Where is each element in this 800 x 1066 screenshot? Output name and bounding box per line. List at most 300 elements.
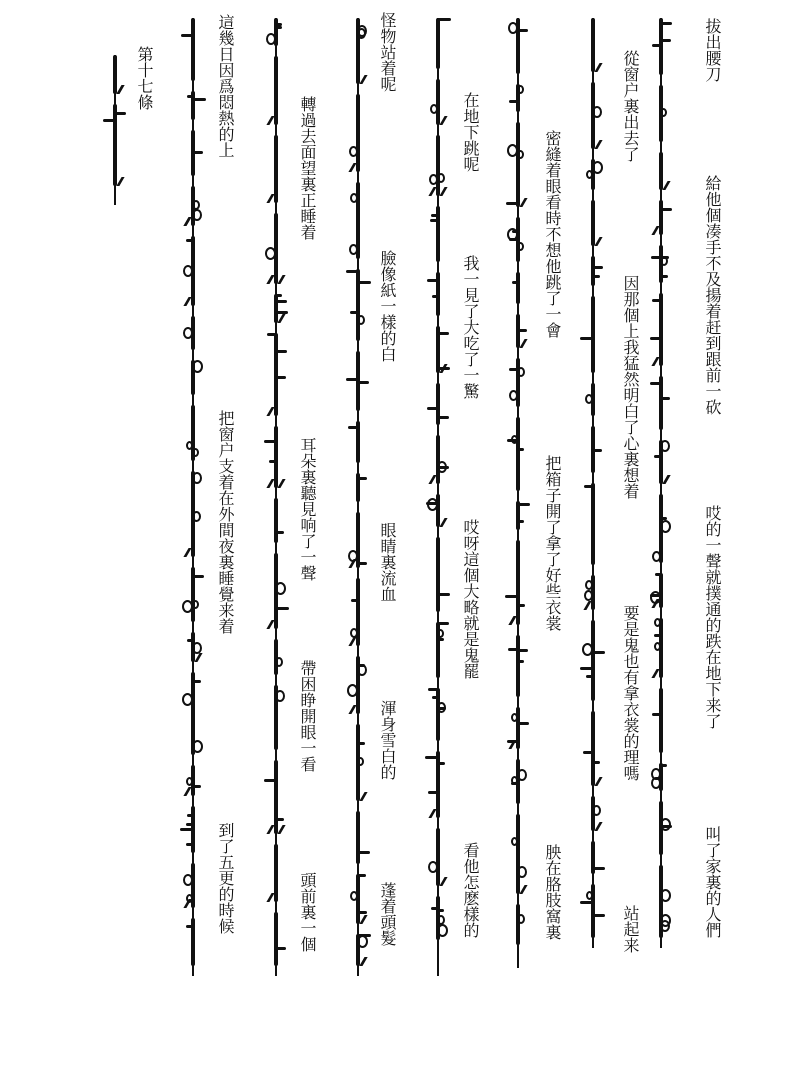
script-stroke [438,707,446,710]
mongolian-script-word [345,94,371,172]
mongolian-script-word [263,760,289,834]
script-stroke [191,18,195,81]
script-stroke [436,18,440,69]
script-stroke [511,713,518,722]
script-stroke [438,18,451,21]
script-stroke [187,814,193,817]
script-stroke [348,426,358,429]
script-stroke [349,146,358,157]
script-stroke [436,79,440,125]
script-stroke [427,498,438,511]
mongolian-script-word [180,236,206,306]
chinese-line: 這幾日因爲悶熱的上 [216,14,235,158]
chinese-line: 叫了家裏的人們 [703,826,722,938]
script-stroke [506,202,518,205]
script-stroke [428,688,438,691]
script-stroke [507,740,518,743]
mongolian-script-word [505,417,531,491]
script-stroke [654,618,661,627]
mongolian-script-word [580,296,606,373]
mongolian-script-word [345,351,371,411]
mongolian-script-column-5 [345,18,371,976]
script-stroke [193,785,201,788]
script-stroke [276,350,287,353]
mongolian-script-word [648,293,674,366]
script-stroke [431,214,438,217]
mongolian-script-word [580,884,606,938]
mongolian-script-word [102,55,128,94]
mongolian-script-word [580,483,606,565]
mongolian-script-word [648,440,674,484]
script-stroke [180,828,193,831]
chinese-line: 眼睛裏流血 [378,522,397,602]
mongolian-script-word [180,405,206,461]
script-stroke [516,540,520,625]
script-stroke [518,329,527,332]
script-stroke [358,477,367,480]
chinese-line: 把窗户支着在外間夜裏睡覺来着 [216,410,235,634]
mongolian-script-word [505,814,531,894]
mongolian-script-word [505,904,531,945]
mongolian-script-word [180,806,206,853]
mongolian-script-word [345,18,371,84]
script-stroke [660,256,668,266]
script-stroke [592,805,601,816]
script-stroke [593,914,605,917]
script-stroke [582,643,593,656]
mongolian-script-word [425,272,451,316]
mongolian-script-word [345,934,371,966]
script-stroke [183,874,193,886]
mongolian-script-word [580,159,606,190]
script-stroke [660,108,667,117]
script-stroke [584,485,593,488]
script-stroke [437,924,448,937]
script-stroke [591,483,595,565]
script-stroke [505,595,518,598]
script-stroke [519,339,527,348]
script-stroke [274,498,278,543]
mongolian-script-word [180,186,206,226]
script-stroke [276,26,282,29]
script-stroke [438,416,449,419]
script-stroke [436,828,440,886]
script-stroke [594,777,602,786]
script-stroke [512,782,518,785]
script-stroke [116,85,124,94]
mongolian-script-column-4 [425,18,451,976]
mongolian-script-word [505,358,531,407]
script-stroke [652,44,661,47]
script-stroke [594,63,602,72]
script-stroke [593,266,603,269]
script-stroke [427,407,438,410]
script-stroke [182,693,193,706]
script-stroke [516,635,520,697]
script-stroke [186,777,193,786]
mongolian-script-word [648,573,674,608]
script-stroke [192,200,200,210]
script-stroke [507,439,518,442]
script-stroke [193,151,203,154]
mongolian-script-word [580,426,606,473]
mongolian-script-word [505,501,531,530]
mongolian-script-word [180,360,206,395]
script-stroke [358,281,371,284]
script-stroke [659,688,663,753]
script-stroke [508,648,518,651]
script-stroke [518,448,524,451]
mongolian-script-word [580,18,606,72]
mongolian-script-word [580,383,606,416]
script-stroke [113,104,117,186]
script-stroke [269,460,276,463]
mongolian-script-word [505,84,531,112]
script-stroke [509,368,518,371]
script-stroke [580,667,593,670]
script-stroke [427,279,438,282]
chinese-line: 在地下跳呢 [461,92,480,172]
script-stroke [183,327,193,339]
script-stroke [350,193,358,203]
mongolian-script-word [505,635,531,697]
script-stroke [277,825,285,834]
script-stroke [508,22,518,34]
mongolian-script-word [648,18,674,75]
script-stroke [517,85,524,94]
script-stroke [652,713,661,716]
mongolian-script-word [345,874,371,924]
script-stroke [517,242,524,251]
script-stroke [661,208,672,211]
script-stroke [516,417,520,491]
script-stroke [438,909,444,912]
mongolian-script-word [580,796,606,831]
script-stroke [650,591,661,604]
script-stroke [593,449,602,452]
script-stroke [192,209,202,221]
script-stroke [652,551,661,562]
script-stroke [518,503,530,506]
mongolian-script-word [180,632,206,662]
mongolian-script-word [263,213,289,284]
chinese-line: 哎的一聲就撲通的跌在地下来了 [703,505,722,729]
script-stroke [276,294,282,297]
mongolian-script-word [580,841,606,874]
mongolian-script-word [345,421,371,463]
script-stroke [591,200,595,246]
mongolian-script-word [425,828,451,886]
mongolian-script-word [180,765,206,796]
script-stroke [661,825,672,828]
script-stroke [439,877,447,886]
mongolian-script-word [425,688,451,741]
script-stroke [429,174,438,185]
mongolian-script-word [180,130,206,176]
script-stroke [358,742,365,745]
script-stroke [267,333,276,336]
mongolian-script-word [505,217,531,262]
mongolian-script-word [580,256,606,286]
script-stroke [586,891,593,900]
mongolian-script-word [345,811,371,864]
script-stroke [509,100,518,103]
script-stroke [275,657,283,667]
mongolian-script-word [102,104,128,186]
chinese-line: 臉像紙一樣的白 [378,250,397,362]
script-stroke [593,275,600,278]
script-stroke [594,822,602,831]
mongolian-script-word [648,801,674,855]
script-stroke [183,265,193,277]
script-stroke [428,791,438,794]
mongolian-script-word [648,85,674,142]
script-stroke [661,397,670,400]
script-stroke [348,550,358,562]
script-stroke [436,537,440,612]
chinese-line: 到了五更的時候 [216,822,235,934]
script-stroke [507,228,518,241]
mongolian-script-word [263,498,289,543]
script-stroke [350,311,358,314]
chinese-line: 帶困睁開眼一看 [298,660,317,772]
mongolian-script-column-1 [648,18,674,948]
mongolian-script-word [263,844,289,902]
script-stroke [359,915,367,924]
script-stroke [511,837,518,846]
script-stroke [436,435,440,484]
mongolian-script-word [263,135,289,203]
script-stroke [519,885,527,894]
mongolian-script-word [580,200,606,246]
mongolian-script-word [263,56,289,125]
script-stroke [659,573,663,608]
script-stroke [186,441,193,450]
chinese-line: 怪物站着呢 [378,12,397,92]
script-stroke [357,935,368,948]
script-stroke [194,653,202,662]
mongolian-script-column-8 [102,55,128,205]
script-stroke [350,628,358,638]
script-stroke [585,394,593,404]
script-stroke [425,756,438,759]
mongolian-script-word [648,245,674,283]
script-stroke [277,479,285,488]
script-stroke [584,590,593,601]
chinese-line: 哎呀這個大略就是鬼罷 [461,519,480,679]
script-stroke [276,376,286,379]
script-stroke [516,358,520,407]
script-stroke [516,814,520,894]
script-stroke [192,740,203,753]
script-stroke [516,122,520,207]
script-stroke [591,620,595,701]
mongolian-script-word [263,333,289,416]
script-stroke [276,531,284,534]
script-stroke [428,861,438,873]
script-stroke [518,29,528,32]
script-stroke [192,511,201,522]
mongolian-script-word [425,206,451,262]
script-stroke [357,664,367,676]
script-stroke [430,104,438,114]
script-stroke [274,844,278,902]
script-stroke [591,296,595,373]
chinese-line: 密縫着眼看時不想他跳了一會 [543,130,562,338]
script-stroke [438,762,445,765]
chinese-line: 我一見了大吃了一驚 [461,255,480,399]
script-stroke [356,811,360,864]
script-stroke [274,760,278,834]
script-stroke [358,562,367,565]
script-stroke [187,95,193,98]
script-stroke [592,161,603,174]
script-stroke [517,914,525,924]
chinese-line: 渾身雪白的 [378,700,397,780]
chinese-line: 把箱子開了拿了好些衣裳 [543,455,562,631]
script-stroke [193,680,201,683]
script-stroke [661,275,668,278]
script-stroke [430,219,438,222]
mongolian-script-word [263,18,289,46]
script-stroke [516,272,520,304]
mongolian-script-word [505,314,531,348]
script-stroke [264,779,276,782]
script-stroke [351,599,358,602]
script-stroke [276,300,287,303]
chinese-line: 給他個凑手不及揚着赶到跟前一砍 [703,175,722,415]
script-stroke [580,337,593,340]
mongolian-script-word [505,272,531,304]
script-stroke [659,293,663,366]
script-stroke [655,573,661,576]
chinese-line: 蓬着頭髮 [378,882,397,946]
script-stroke [113,55,117,94]
script-stroke [193,98,206,101]
script-stroke [438,622,449,625]
script-stroke [517,150,524,159]
script-stroke [192,360,203,373]
script-stroke [181,34,193,37]
mongolian-script-word [648,865,674,938]
script-stroke [186,843,193,846]
mongolian-script-word [180,918,206,966]
mongolian-script-word [263,426,289,488]
script-stroke [437,915,445,925]
mongolian-script-word [505,540,531,625]
mongolian-script-word [425,79,451,125]
script-stroke [517,769,527,781]
script-stroke [266,33,276,45]
script-stroke [660,440,670,452]
mongolian-script-word [648,688,674,753]
script-stroke [650,382,661,385]
script-stroke [193,575,204,578]
script-stroke [661,764,667,767]
script-stroke [662,475,670,484]
script-stroke [650,337,661,340]
script-stroke [276,607,289,610]
script-stroke [587,901,593,904]
script-stroke [274,912,278,966]
script-stroke [432,295,438,298]
mongolian-script-word [505,122,531,207]
script-stroke [116,177,124,186]
script-stroke [349,244,358,255]
script-stroke [509,390,518,401]
mongolian-script-word [580,711,606,786]
script-stroke [592,106,602,118]
mongolian-script-word [263,553,289,629]
script-stroke [593,761,600,764]
script-stroke [591,18,595,72]
script-stroke [358,874,366,877]
script-stroke [585,580,593,590]
script-stroke [358,851,370,854]
mongolian-script-word [425,435,451,484]
script-stroke [586,675,593,678]
mongolian-script-word [180,91,206,120]
script-stroke [591,256,595,286]
script-stroke [436,494,440,527]
mongolian-script-word [425,622,451,678]
script-stroke [275,690,285,702]
script-stroke [512,281,518,284]
script-stroke [583,751,593,754]
mongolian-script-word [648,152,674,190]
script-stroke [277,275,285,284]
script-stroke [518,604,525,607]
script-stroke [350,891,358,901]
mongolian-script-word [345,578,371,646]
script-stroke [438,638,444,641]
chinese-line: 因那個上我猛然明白了心裏想着 [621,275,640,499]
script-stroke [652,299,661,302]
script-stroke [192,472,202,484]
mongolian-script-word [180,567,206,622]
script-stroke [277,314,285,323]
mongolian-script-word [505,707,531,749]
script-stroke [358,911,367,914]
mongolian-script-word [425,751,451,818]
mongolian-script-word [505,759,531,804]
script-stroke [437,629,444,638]
script-stroke [103,119,115,122]
script-stroke [593,867,605,870]
script-stroke [437,173,445,183]
script-stroke [654,634,661,637]
script-stroke [265,247,276,260]
script-stroke [356,269,360,341]
mongolian-script-word [180,471,206,557]
script-stroke [264,440,276,443]
chinese-line: 看他怎麽樣的 [461,842,480,938]
mongolian-script-column-2 [580,18,606,948]
script-stroke [192,448,199,457]
mongolian-script-word [263,294,289,323]
mongolian-script-word [345,269,371,341]
chinese-line: 要是鬼也有拿衣裳的理嗎 [621,605,640,781]
mongolian-script-word [180,316,206,350]
mongolian-script-word [345,182,371,259]
script-stroke [439,187,447,196]
script-stroke [186,239,193,242]
mongolian-script-word [580,575,606,610]
script-stroke [276,818,284,821]
script-stroke [275,582,286,595]
script-stroke [438,466,449,469]
mongolian-script-word [263,639,289,675]
